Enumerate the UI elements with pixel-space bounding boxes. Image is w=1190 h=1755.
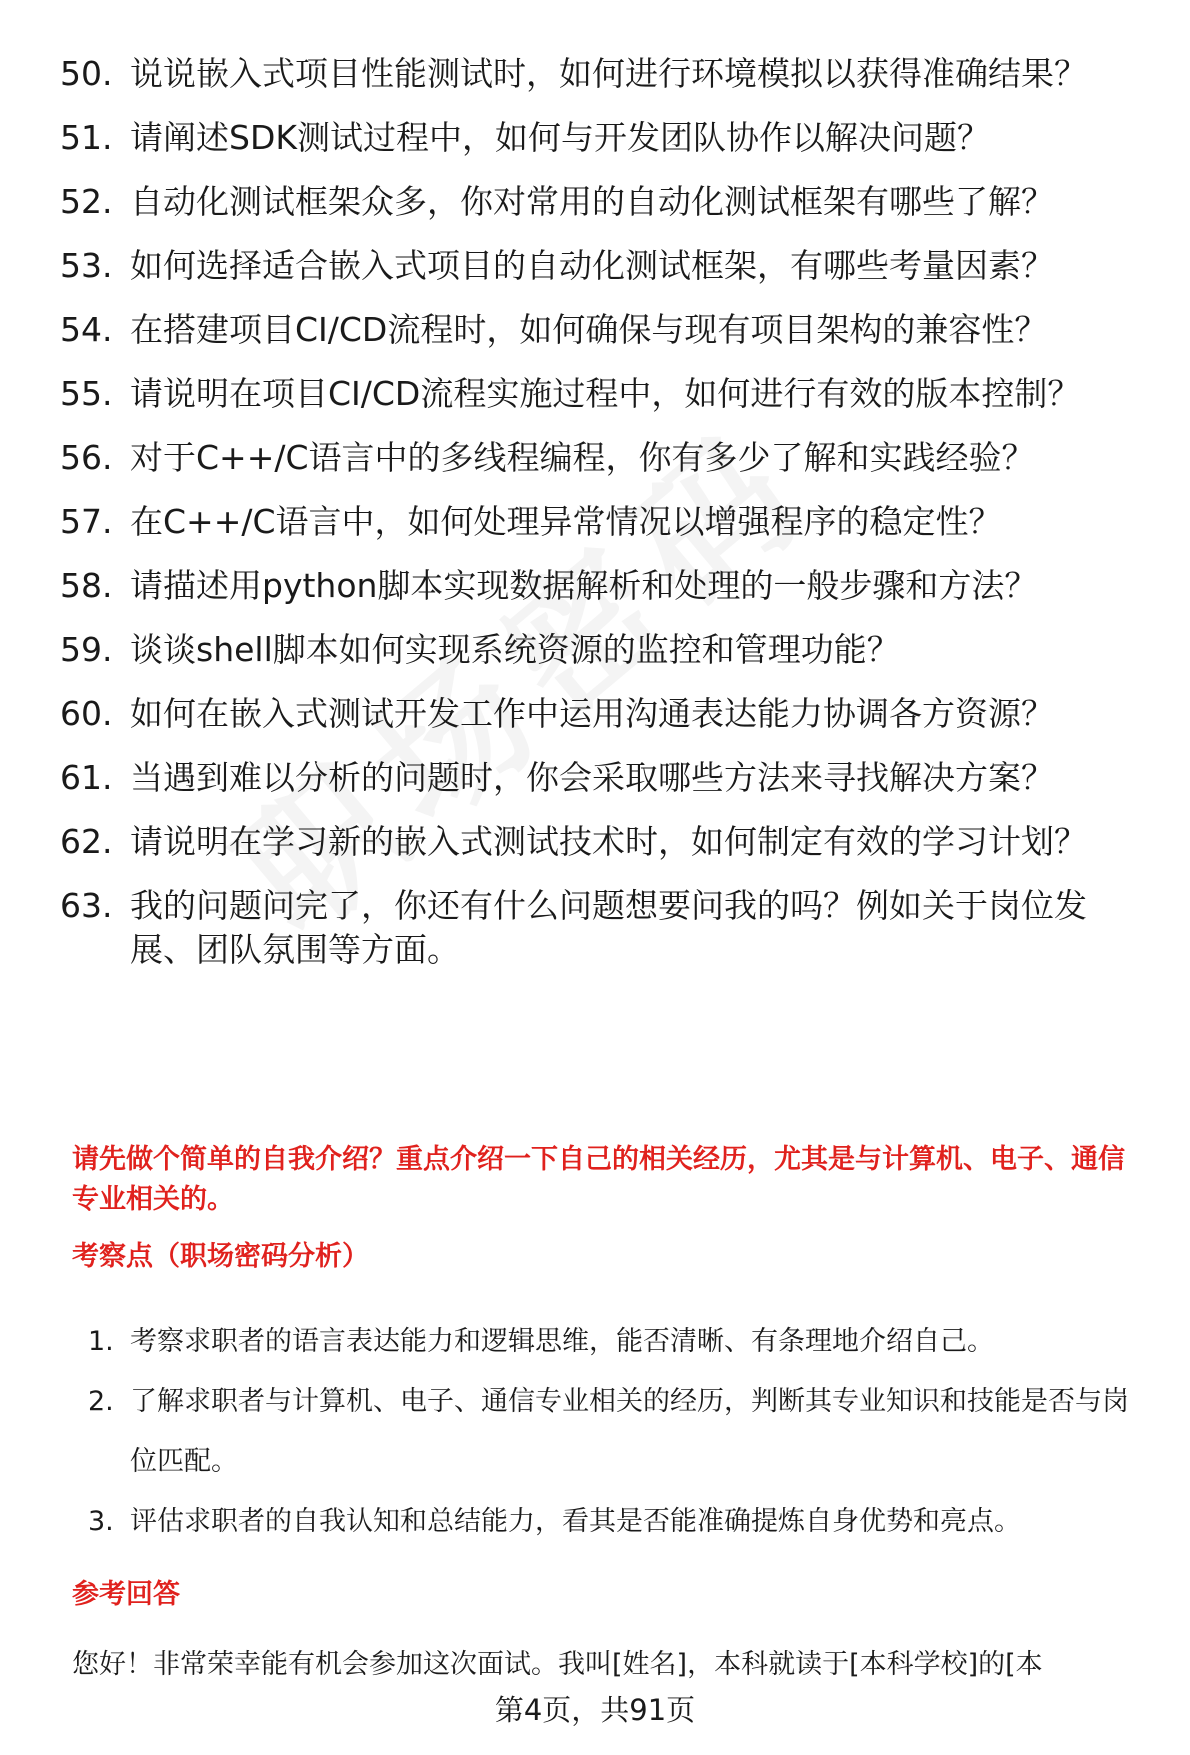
question-text: 请阐述SDK测试过程中，如何与开发团队协作以解决问题？ xyxy=(130,118,990,157)
question-text: 在C++/C语言中，如何处理异常情况以增强程序的稳定性？ xyxy=(130,502,1002,541)
list-item xyxy=(60,500,1150,544)
question-list xyxy=(60,52,1150,992)
point-text: 评估求职者的自我认知和总结能力，看其是否能准确提炼自身优势和亮点。 xyxy=(130,1506,1021,1537)
list-item xyxy=(60,308,1150,352)
page-footer: 第4页，共91页 xyxy=(494,1693,696,1727)
list-item xyxy=(60,628,1150,672)
answer-text: 您好！非常荣幸能有机会参加这次面试。我叫[姓名]，本科就读于[本科学校]的[本 xyxy=(72,1649,1043,1680)
point-number: 3. xyxy=(88,1506,114,1537)
question-number: 52. xyxy=(60,182,113,221)
reference-heading: 参考回答 xyxy=(72,1579,180,1610)
question-number: 56. xyxy=(60,438,113,477)
list-item xyxy=(60,884,1150,972)
list-item xyxy=(88,1372,1148,1492)
list-item xyxy=(60,564,1150,608)
analysis-list xyxy=(88,1312,1148,1552)
question-text: 请说明在项目CI/CD流程实施过程中，如何进行有效的版本控制？ xyxy=(130,374,1081,413)
question-text: 谈谈shell脚本如何实现系统资源的监控和管理功能？ xyxy=(130,630,900,669)
question-number: 57. xyxy=(60,502,113,541)
question-number: 54. xyxy=(60,310,113,349)
question-text: 说说嵌入式项目性能测试时，如何进行环境模拟以获得准确结果？ xyxy=(130,54,1087,93)
question-text: 对于C++/C语言中的多线程编程，你有多少了解和实践经验？ xyxy=(130,438,1035,477)
question-number: 62. xyxy=(60,822,113,861)
question-number: 61. xyxy=(60,758,113,797)
list-item xyxy=(60,372,1150,416)
list-item xyxy=(60,756,1150,800)
list-item xyxy=(60,116,1150,160)
list-item xyxy=(60,244,1150,288)
question-number: 55. xyxy=(60,374,113,413)
question-number: 59. xyxy=(60,630,113,669)
question-number: 51. xyxy=(60,118,113,157)
question-number: 63. xyxy=(60,886,113,925)
point-text: 考察求职者的语言表达能力和逻辑思维，能否清晰、有条理地介绍自己。 xyxy=(130,1326,994,1357)
section-heading: 请先做个简单的自我介绍？重点介绍一下自己的相关经历，尤其是与计算机、电子、通信专业相关的。 xyxy=(72,1144,1125,1215)
question-text: 我的问题问完了，你还有什么问题想要问我的吗？例如关于岗位发展、团队氛围等方面。 xyxy=(130,886,1087,969)
list-item xyxy=(88,1312,1148,1372)
list-item xyxy=(60,692,1150,736)
question-number: 58. xyxy=(60,566,113,605)
list-item xyxy=(88,1492,1148,1552)
question-text: 如何在嵌入式测试开发工作中运用沟通表达能力协调各方资源？ xyxy=(130,694,1054,733)
list-item xyxy=(60,820,1150,864)
point-number: 2. xyxy=(88,1386,114,1417)
question-text: 请描述用python脚本实现数据解析和处理的一般步骤和方法？ xyxy=(130,566,1038,605)
question-text: 当遇到难以分析的问题时，你会采取哪些方法来寻找解决方案？ xyxy=(130,758,1054,797)
question-text: 在搭建项目CI/CD流程时，如何确保与现有项目架构的兼容性？ xyxy=(130,310,1048,349)
point-text: 了解求职者与计算机、电子、通信专业相关的经历，判断其专业知识和技能是否与岗位匹配。 xyxy=(130,1386,1129,1477)
question-text: 如何选择适合嵌入式项目的自动化测试框架，有哪些考量因素？ xyxy=(130,246,1054,285)
question-number: 53. xyxy=(60,246,113,285)
question-text: 请说明在学习新的嵌入式测试技术时，如何制定有效的学习计划？ xyxy=(130,822,1087,861)
analysis-heading: 考察点（职场密码分析） xyxy=(72,1241,369,1272)
list-item xyxy=(60,52,1150,96)
list-item xyxy=(60,436,1150,480)
question-text: 自动化测试框架众多，你对常用的自动化测试框架有哪些了解？ xyxy=(130,182,1054,221)
question-number: 60. xyxy=(60,694,113,733)
point-number: 1. xyxy=(88,1326,114,1357)
question-number: 50. xyxy=(60,54,113,93)
list-item xyxy=(60,180,1150,224)
